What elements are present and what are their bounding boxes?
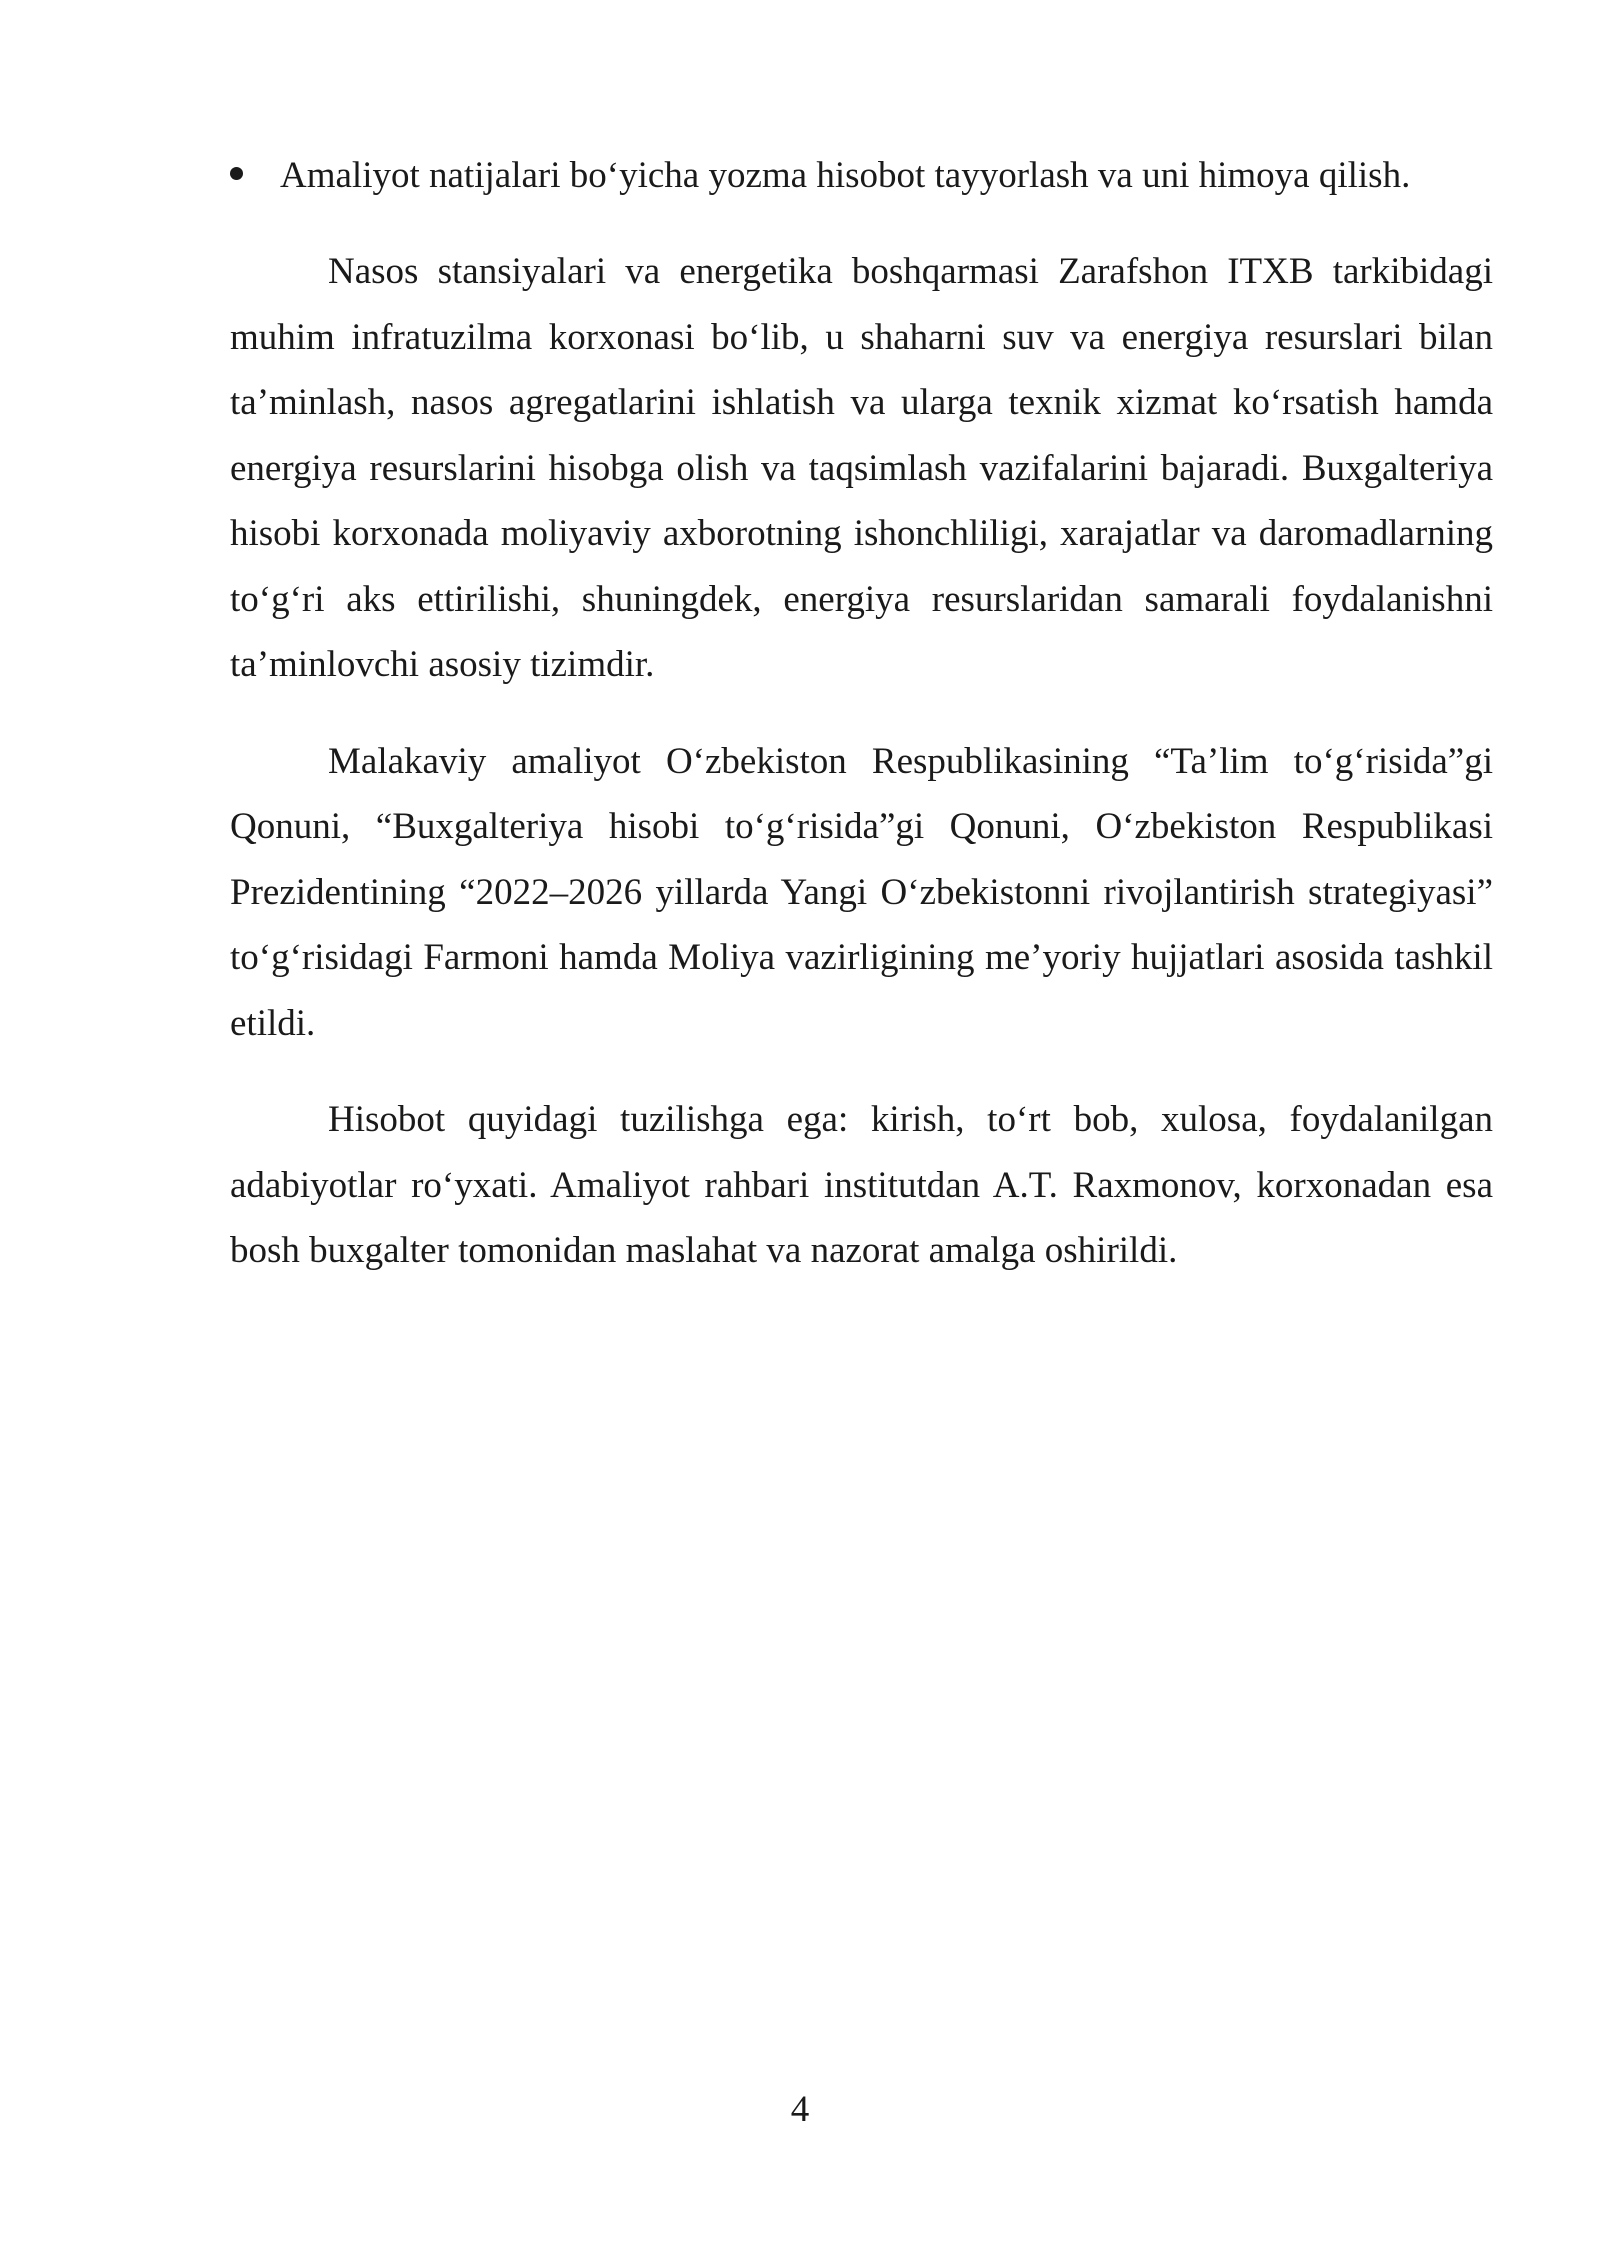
page-body: [230, 143, 1493, 1315]
bullet-text: Amaliyot natijalari bo‘yicha yozma hisobot tayyorlash va uni himoya qilish.: [280, 155, 1411, 196]
paragraph-organization-description: Nasos stansiyalari va energetika boshqarmasi Zarafshon ITXB tarkibidagi muhim infratuzilma korxonasi bo‘lib, u shaharni suv va energiya resurslari bilan ta’minlash, nasos agregatlarini ishlatish va ularga texnik xizmat ko‘rsatish hamda energiya resurslarini hisobga olish va taqsimlash vazifalarini bajaradi. Buxgalteriya hisobi korxonada moliyaviy axborotning ishonchliligi, xarajatlar va daromadlarning to‘g‘ri aks ettirilishi, shuningdek, energiya resurslaridan samarali foydalanishni ta’minlovchi asosiy tizimdir.: [230, 251, 1493, 685]
paragraph-report-structure: Hisobot quyidagi tuzilishga ega: kirish, to‘rt bob, xulosa, foydalanilgan adabiyotlar ro‘yxati. Amaliyot rahbari institutdan A.T. Raxmonov, korxonadan esa bosh buxgalter tomonidan maslahat va nazorat amalga oshirildi.: [230, 1099, 1493, 1271]
bullet-list-item: [230, 143, 1493, 208]
page-number: 4: [790, 2089, 810, 2130]
bullet-icon: [230, 167, 243, 180]
paragraph-legal-basis: Malakaviy amaliyot O‘zbekiston Respublikasining “Ta’lim to‘g‘risida”gi Qonuni, “Buxgalteriya hisobi to‘g‘risida”gi Qonuni, O‘zbekiston Respublikasi Prezidentining “2022–2026 yillarda Yangi O‘zbekistonni rivojlantirish strategiyasi” to‘g‘risidagi Farmoni hamda Moliya vazirligining me’yoriy hujjatlari asosida tashkil etildi.: [230, 740, 1493, 1044]
